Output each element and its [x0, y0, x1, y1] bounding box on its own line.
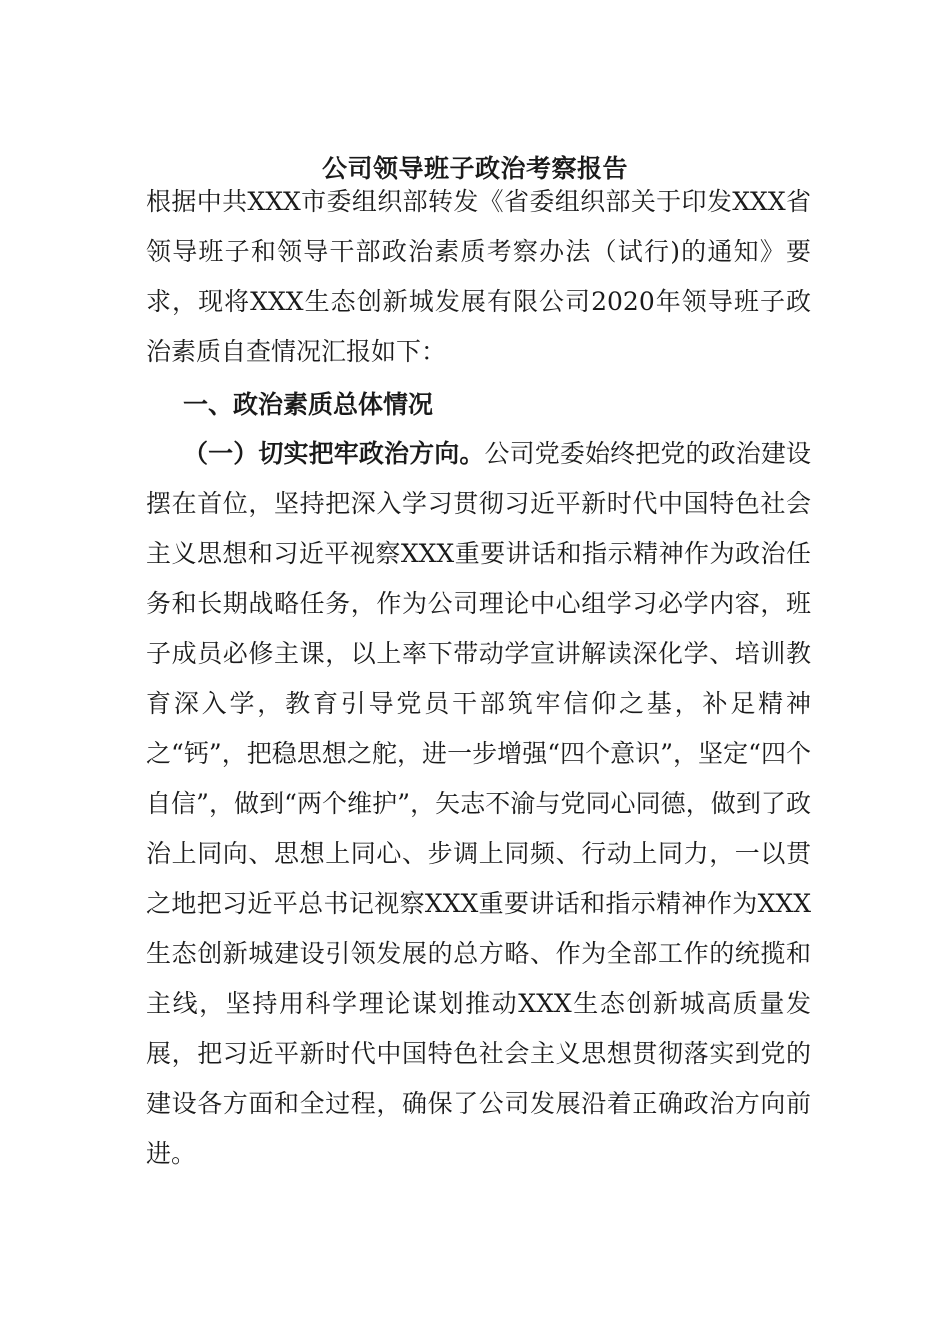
intro-paragraph: 根据中共XXX市委组织部转发《省委组织部关于印发XXX省领导班子和领导干部政治素质考察办法（试行)的通知》要求，现将XXX生态创新城发展有限公司2020年领导班子政治素质自查情况汇报如下：: [146, 187, 811, 366]
section-heading: 一、政治素质总体情况: [183, 390, 434, 419]
subsection-text: 公司党委始终把党的政治建设摆在首位，坚持把深入学习贯彻习近平新时代中国特色社会主义思想和习近平视察XXX重要讲话和指示精神作为政治任务和长期战略任务，作为公司理论中心组学习必学内容，班子成员必修主课，以上率下带动学宣讲解读深化学、培训教育深入学，教育引导党员干部筑牢信仰之基，补足精神之“钙”，把稳思想之舵，进一步增强“四个意识”，坚定“四个自信”，做到“两个维护”，矢志不渝与党同心同德，做到了政治上同向、思想上同心、步调上同频、行动上同力，一以贯之地把习近平总书记视察XXX重要讲话和指示精神作为XXX生态创新城建设引领发展的总方略、作为全部工作的统揽和主线，坚持用科学理论谋划推动XXX生态创新城高质量发展，把习近平新时代中国特色社会主义思想贯彻落实到党的建设各方面和全过程，确保了公司发展沿着正确政治方向前进。: [146, 439, 811, 1168]
subsection-paragraph: [146, 429, 811, 1179]
subsection-lead: （一）切实把牢政治方向。: [183, 439, 485, 468]
document-title: 公司领导班子政治考察报告: [321, 153, 628, 183]
